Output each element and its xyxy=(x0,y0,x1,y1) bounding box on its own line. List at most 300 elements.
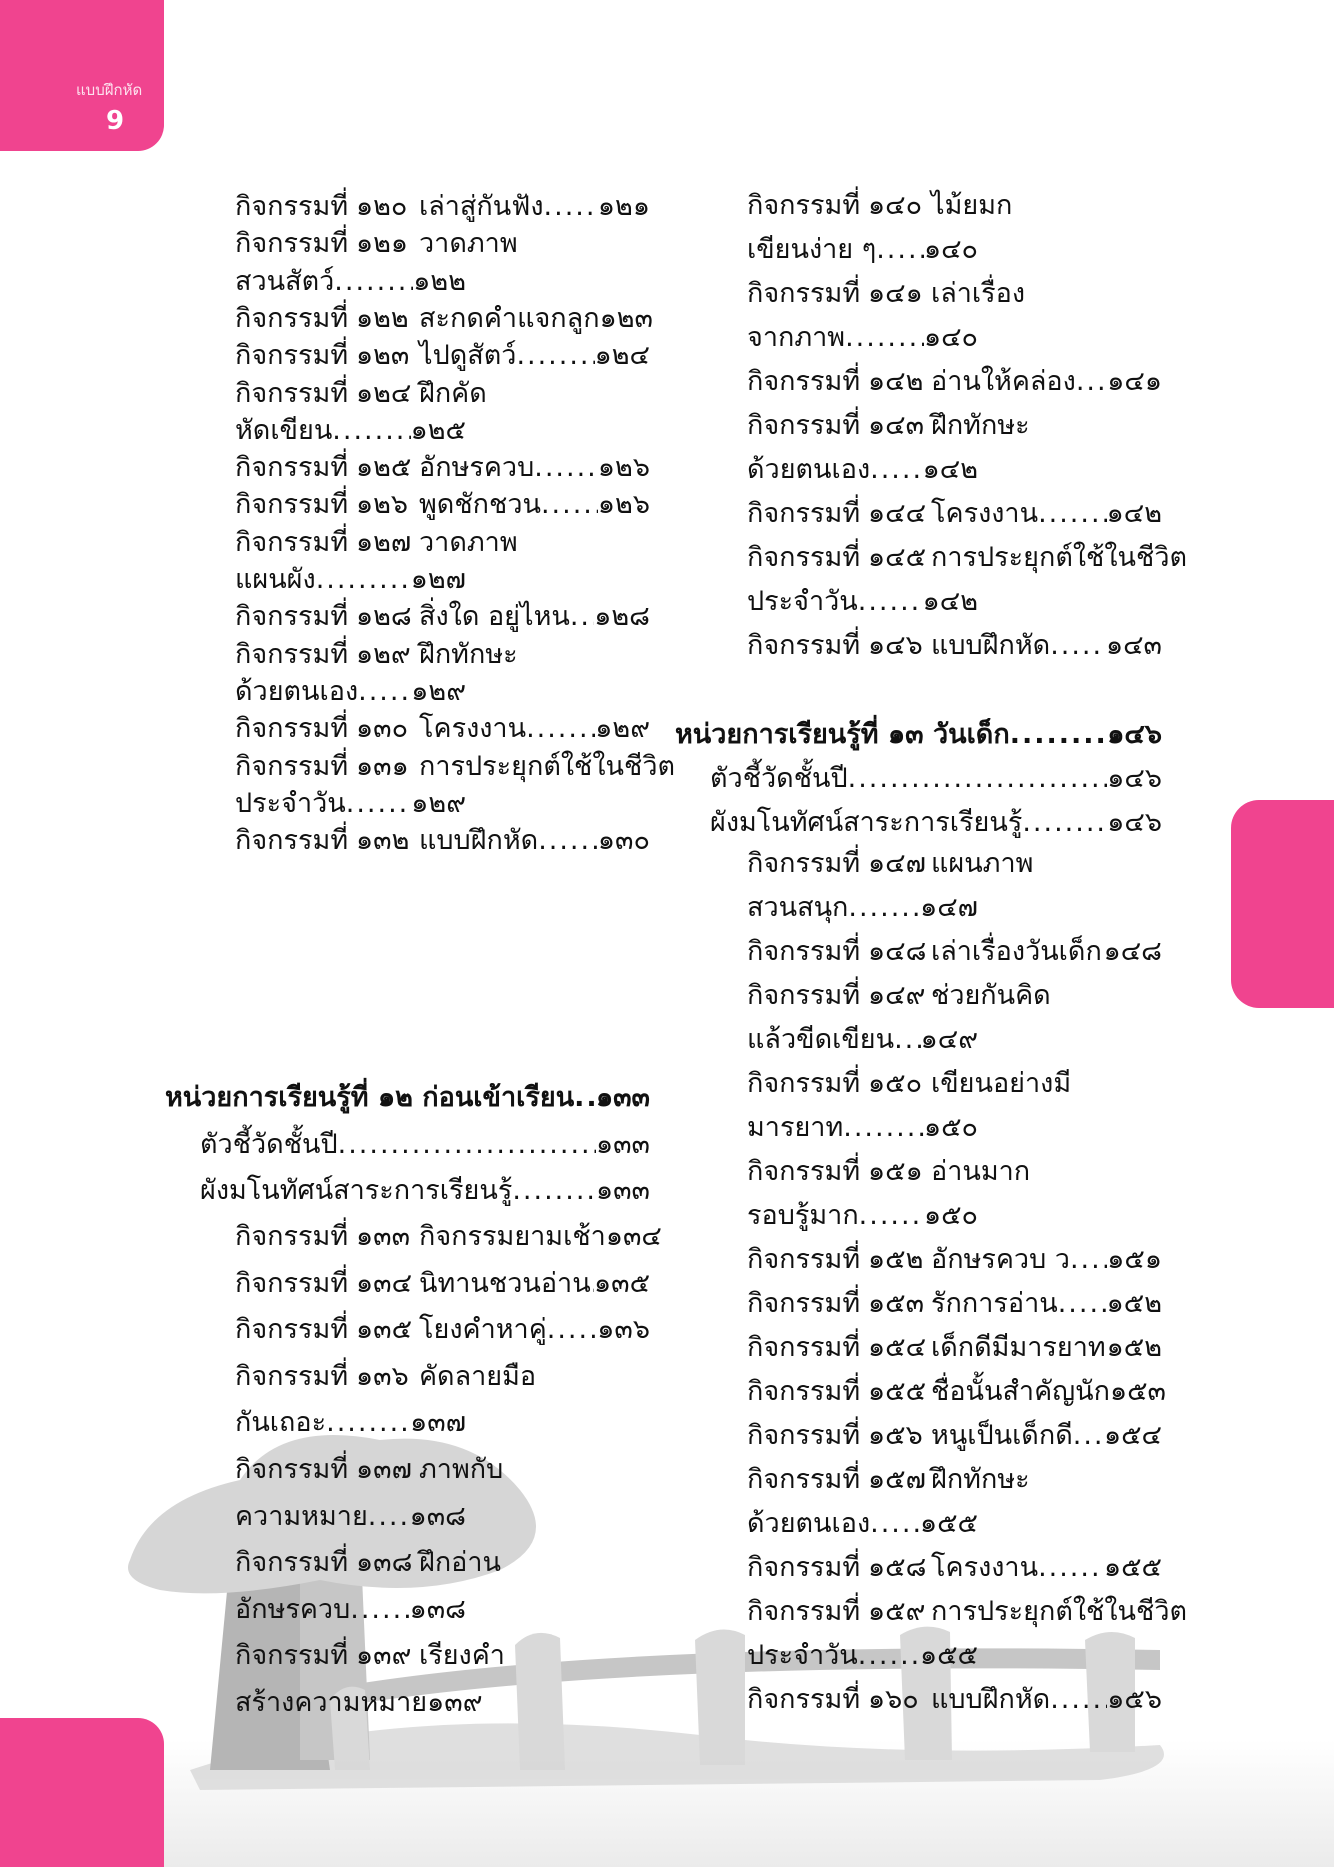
leader-dots xyxy=(338,1124,596,1166)
leader-dots xyxy=(574,1077,596,1119)
page-ref: ๑๓๓ xyxy=(595,1175,650,1206)
toc-entry xyxy=(235,1309,650,1351)
activity-number: ๑๓๙ xyxy=(356,1640,412,1672)
activity-title: แบบฝึกหัด xyxy=(931,1684,1051,1715)
toc-title-line xyxy=(419,484,650,526)
activity-number: ๑๒๙ xyxy=(356,638,411,670)
activity-number: ๑๕๗ xyxy=(868,1464,926,1495)
activity-number: ๑๓๕ xyxy=(356,1314,413,1346)
activity-number: ๑๔๐ xyxy=(868,190,923,221)
toc-title-line xyxy=(710,758,1162,800)
activity-title: อักษรควบ xyxy=(419,452,535,484)
activity-title: กันเถอะ xyxy=(235,1407,327,1439)
toc-title-line xyxy=(931,931,1162,973)
toc-title-line xyxy=(931,537,1188,579)
toc-entry xyxy=(747,887,1162,929)
toc-entry xyxy=(235,410,650,452)
activity-number: ๑๕๘ xyxy=(868,1552,927,1583)
activity-number: ๑๕๓ xyxy=(868,1288,925,1319)
leader-dots xyxy=(1050,625,1106,667)
leader-dots xyxy=(570,596,594,638)
unit-heading xyxy=(675,714,1162,756)
activity-number: ๑๔๓ xyxy=(868,410,925,441)
toc-entry xyxy=(747,405,1162,447)
leader-dots xyxy=(512,1170,596,1212)
activity-title: นิทานชวนอ่าน xyxy=(419,1267,591,1299)
activity-label: กิจกรรมที่ xyxy=(235,377,349,409)
toc-entry xyxy=(235,261,650,303)
toc-entry xyxy=(235,634,650,676)
leader-dots xyxy=(870,449,922,491)
toc-title-line xyxy=(235,410,466,452)
activity-number: ๑๖๐ xyxy=(868,1684,919,1715)
activity-label: กิจกรรมที่ xyxy=(747,1464,861,1495)
activity-title: ภาพกับ xyxy=(419,1454,504,1485)
activity-title: ฝึกทักษะ xyxy=(931,1464,1030,1495)
toc-entry xyxy=(235,1589,650,1631)
activity-title: แล้วขีดเขียน xyxy=(747,1024,895,1055)
toc-title-line xyxy=(931,1459,1162,1501)
activity-title: แผนภาพ xyxy=(931,848,1034,879)
activity-title: โครงงาน xyxy=(419,713,527,745)
toc-entry xyxy=(747,449,1162,491)
toc-entry xyxy=(235,373,650,415)
activity-label: กิจกรรมที่ xyxy=(747,1552,861,1583)
toc-entry xyxy=(747,581,1162,623)
toc-title-line xyxy=(419,596,650,638)
activity-title: สะกดคำแจกลูก xyxy=(419,302,600,334)
activity-label: กิจกรรมที่ xyxy=(747,498,861,529)
toc-title-line xyxy=(165,1077,650,1119)
activity-title: การประยุกต์ใช้ในชีวิต xyxy=(931,542,1188,573)
leader-dots xyxy=(1038,493,1107,535)
concept-map-line xyxy=(200,1170,650,1212)
toc-title-line xyxy=(235,1589,466,1631)
leader-dots xyxy=(316,559,411,601)
toc-entry xyxy=(747,1635,1162,1677)
toc-title-line xyxy=(747,317,978,359)
book-label: แบบฝึกหัด xyxy=(76,81,143,99)
toc-title-line xyxy=(931,843,1162,885)
toc-entry xyxy=(235,1682,650,1724)
toc-entry xyxy=(747,273,1162,315)
toc-title-line xyxy=(235,261,466,303)
activity-label: กิจกรรมที่ xyxy=(747,1332,861,1363)
page-ref: ๑๕๒ xyxy=(1106,1288,1162,1319)
page-number: 9 xyxy=(106,106,125,136)
toc-title-line xyxy=(931,405,1162,447)
activity-title: ความหมาย xyxy=(235,1500,368,1532)
activity-label: กิจกรรมที่ xyxy=(747,630,861,661)
activity-number: ๑๕๔ xyxy=(868,1332,927,1363)
page-ref: ๑๕๔ xyxy=(1103,1420,1162,1451)
page-ref: ๑๕๕ xyxy=(919,1508,978,1539)
page-ref: ๑๕๖ xyxy=(1107,1684,1162,1715)
toc-title-line xyxy=(931,273,1162,315)
activity-number: ๑๓๒ xyxy=(356,825,410,857)
activity-title: พูดชักชวน xyxy=(419,489,541,521)
activity-label: กิจกรรมที่ xyxy=(235,191,349,222)
toc-title-line xyxy=(200,1124,650,1166)
toc-entry xyxy=(747,1503,1162,1545)
leader-dots xyxy=(350,1589,409,1631)
toc-title-line xyxy=(419,1263,650,1305)
page-ref: ๑๓๗ xyxy=(410,1407,466,1439)
page-ref: ๑๔๒ xyxy=(1106,498,1162,529)
page-ref: ๑๓๘ xyxy=(409,1500,466,1532)
toc-entry xyxy=(747,843,1162,885)
toc-entry xyxy=(235,596,650,638)
leader-dots xyxy=(534,447,598,489)
activity-label: กิจกรรมที่ xyxy=(235,340,349,372)
leader-dots xyxy=(346,783,412,825)
page-ref: ๑๔๑ xyxy=(1107,366,1162,397)
activity-number: ๑๓๓ xyxy=(356,1221,411,1252)
leader-dots xyxy=(859,1195,924,1237)
toc-entry xyxy=(747,1371,1166,1413)
activity-label: กิจกรรมที่ xyxy=(235,601,349,633)
page-ref: ๑๒๖ xyxy=(597,452,650,484)
activity-title: อ่านมาก xyxy=(931,1156,1031,1187)
toc-entry xyxy=(235,522,650,564)
activity-number: ๑๓๑ xyxy=(356,750,409,782)
toc-title-line xyxy=(747,887,978,929)
activity-title: รักการอ่าน xyxy=(931,1288,1058,1319)
activity-label: กิจกรรมที่ xyxy=(235,750,349,782)
activity-label: กิจกรรมที่ xyxy=(235,302,349,334)
toc-title-line xyxy=(931,1063,1162,1105)
page-ref: ๑๕๑ xyxy=(1107,1244,1162,1275)
activity-label: กิจกรรมที่ xyxy=(235,1547,349,1579)
toc-title-line xyxy=(419,447,650,489)
activity-title: วาดภาพ xyxy=(419,526,518,558)
toc-title-line xyxy=(931,1415,1162,1457)
page-ref: ๑๒๘ xyxy=(594,601,650,633)
toc-entry xyxy=(235,559,650,601)
toc-title-line xyxy=(931,361,1162,403)
activity-label: กิจกรรมที่ xyxy=(747,1420,861,1451)
activity-title: กิจกรรมยามเช้า xyxy=(419,1221,606,1252)
leader-dots xyxy=(1073,1415,1104,1457)
toc-title-line xyxy=(747,1019,978,1061)
activity-label: กิจกรรมที่ xyxy=(235,638,349,670)
leader-dots xyxy=(326,1402,410,1444)
activity-title: ฝึกทักษะ xyxy=(931,410,1030,441)
activity-number: ๑๔๘ xyxy=(868,936,927,967)
activity-label: กิจกรรมที่ xyxy=(747,936,861,967)
toc-title-line xyxy=(200,1170,650,1212)
activity-title: การประยุกต์ใช้ในชีวิต xyxy=(931,1596,1188,1627)
toc-entry xyxy=(235,746,676,788)
activity-label: กิจกรรมที่ xyxy=(235,1221,349,1252)
toc-entry xyxy=(747,1195,1162,1237)
toc-entry xyxy=(235,708,650,750)
activity-number: ๑๔๑ xyxy=(868,278,923,309)
activity-label: กิจกรรมที่ xyxy=(747,1596,861,1627)
toc-entry xyxy=(747,1239,1162,1281)
activity-title: ด้วยตนเอง xyxy=(235,675,359,707)
activity-title: หนูเป็นเด็กดี xyxy=(931,1420,1073,1451)
page-ref: ๑๔๒ xyxy=(922,454,978,485)
page-ref: ๑๕๐ xyxy=(923,1112,978,1143)
toc-title-line xyxy=(419,1356,650,1398)
activity-title: ด้วยตนเอง xyxy=(747,454,871,485)
activity-number: ๑๔๔ xyxy=(868,498,927,529)
activity-title: ไม้ยมก xyxy=(931,190,1013,221)
toc-entry xyxy=(747,185,1162,227)
activity-title: ฝึกทักษะ xyxy=(419,638,518,670)
page-ref: ๑๕๓ xyxy=(1109,1376,1166,1407)
activity-title: แผนผัง xyxy=(235,564,316,595)
activity-title: อักษรควบ ว xyxy=(931,1244,1070,1275)
activity-label: กิจกรรมที่ xyxy=(235,825,349,857)
activity-title: หัดเขียน xyxy=(235,414,333,446)
toc-title-line xyxy=(419,186,650,228)
activity-title: สวนสนุก xyxy=(747,892,849,923)
page-ref: ๑๓๘ xyxy=(409,1593,466,1625)
activity-title: คัดลายมือ xyxy=(419,1360,537,1392)
toc-title-line xyxy=(419,373,650,415)
page-ref: ๑๔๖ xyxy=(1107,807,1162,838)
indicator-line-text: ตัวชี้วัดชั้นปี xyxy=(200,1129,338,1160)
activity-number: ๑๒๖ xyxy=(356,489,409,521)
toc-title-line xyxy=(235,559,466,601)
activity-label: กิจกรรมที่ xyxy=(235,1360,349,1392)
page-ref: ๑๔๘ xyxy=(1103,936,1162,967)
activity-number: ๑๒๕ xyxy=(356,452,412,484)
leader-dots xyxy=(358,671,411,713)
activity-title: โครงงาน xyxy=(931,498,1039,529)
toc-entry xyxy=(235,298,653,340)
leader-dots xyxy=(848,758,1108,800)
toc-title-line xyxy=(747,1503,978,1545)
page-ref: ๑๕๕ xyxy=(919,1640,978,1671)
toc-title-line xyxy=(235,671,466,713)
activity-title: ฝึกอ่าน xyxy=(419,1547,502,1579)
page-ref: ๑๕๕ xyxy=(1103,1552,1162,1583)
leader-dots xyxy=(894,1019,921,1061)
leader-dots xyxy=(1050,1679,1107,1721)
activity-label: กิจกรรมที่ xyxy=(747,410,861,441)
toc-title-line xyxy=(675,714,1162,756)
toc-title-line xyxy=(931,1283,1162,1325)
toc-title-line xyxy=(419,298,653,340)
page-ref: ๑๓๙ xyxy=(427,1687,483,1718)
toc-title-line xyxy=(419,1216,662,1258)
toc-title-line xyxy=(710,802,1162,844)
activity-number: ๑๕๐ xyxy=(868,1068,923,1099)
page-ref: ๑๔๗ xyxy=(920,892,978,923)
toc-title-line xyxy=(747,1635,978,1677)
activity-label: กิจกรรมที่ xyxy=(747,1684,861,1715)
page-ref: ๑๒๖ xyxy=(597,489,650,521)
page-ref: ๑๒๕ xyxy=(410,414,466,446)
leader-dots xyxy=(538,820,598,862)
activity-label: กิจกรรมที่ xyxy=(747,1376,861,1407)
activity-number: ๑๓๖ xyxy=(356,1360,409,1392)
leader-dots xyxy=(848,887,920,929)
activity-title: รอบรู้มาก xyxy=(747,1200,859,1231)
activity-title: อักษรควบ xyxy=(235,1593,351,1625)
activity-title: สวนสัตว์ xyxy=(235,265,335,297)
toc-title-line xyxy=(419,1542,650,1584)
toc-entry xyxy=(747,1591,1188,1633)
toc-entry xyxy=(235,447,650,489)
activity-title: โครงงาน xyxy=(931,1552,1039,1583)
activity-title: ประจำวัน xyxy=(747,1640,858,1671)
toc-entry xyxy=(747,1459,1162,1501)
toc-title-line xyxy=(419,820,650,862)
toc-entry xyxy=(235,1402,650,1444)
page-ref: ๑๔๓ xyxy=(1105,630,1162,661)
indicator-line xyxy=(710,758,1162,800)
activity-title: ประจำวัน xyxy=(747,586,858,617)
activity-label: กิจกรรมที่ xyxy=(235,1640,349,1672)
toc-entry xyxy=(747,1019,1162,1061)
activity-label: กิจกรรมที่ xyxy=(747,366,861,397)
toc-title-line xyxy=(747,229,978,271)
page-ref: ๑๔๖ xyxy=(1107,763,1162,794)
toc-title-line xyxy=(747,1195,978,1237)
toc-title-line xyxy=(931,1547,1162,1589)
activity-title: ไปดูสัตว์ xyxy=(419,340,517,372)
toc-entry xyxy=(747,1151,1162,1193)
toc-title-line xyxy=(931,1151,1162,1193)
activity-title: ช่วยกันคิด xyxy=(931,980,1051,1011)
leader-dots xyxy=(1070,1239,1107,1281)
toc-title-line xyxy=(235,1682,483,1724)
toc-title-line xyxy=(931,1371,1166,1413)
unit-heading xyxy=(165,1077,650,1119)
activity-label: กิจกรรมที่ xyxy=(747,980,861,1011)
toc-title-line xyxy=(747,581,978,623)
activity-number: ๑๕๖ xyxy=(868,1420,923,1451)
toc-entry xyxy=(235,671,650,713)
toc-entry xyxy=(235,1635,650,1677)
activity-number: ๑๔๗ xyxy=(868,848,926,879)
toc-title-line xyxy=(931,1327,1162,1369)
leader-dots xyxy=(858,1635,920,1677)
toc-title-line xyxy=(419,335,650,377)
toc-title-line xyxy=(419,634,650,676)
page-ref: ๑๓๖ xyxy=(597,1314,650,1346)
activity-label: กิจกรรมที่ xyxy=(235,526,349,558)
toc-entry xyxy=(747,1327,1162,1369)
activity-title: แบบฝึกหัด xyxy=(419,825,539,857)
toc-entry xyxy=(235,1263,650,1305)
toc-title-line xyxy=(931,493,1162,535)
page-ref: ๑๕๐ xyxy=(923,1200,978,1231)
toc-entry xyxy=(235,484,650,526)
activity-title: เรียงคำ xyxy=(419,1640,505,1672)
activity-title: เล่าสู่กันฟัง xyxy=(419,191,544,222)
toc-title-line xyxy=(747,449,978,491)
toc-entry xyxy=(235,1216,662,1258)
activity-label: กิจกรรมที่ xyxy=(235,713,349,745)
toc-entry xyxy=(747,1063,1162,1105)
leader-dots xyxy=(1058,1283,1107,1325)
leader-dots xyxy=(516,335,594,377)
toc-entry xyxy=(747,975,1162,1017)
toc-entry xyxy=(235,820,650,862)
toc-title-line xyxy=(931,1239,1162,1281)
activity-label: กิจกรรมที่ xyxy=(747,190,861,221)
leader-dots xyxy=(1010,714,1108,756)
leader-dots xyxy=(845,317,924,359)
toc-entry xyxy=(235,186,650,228)
toc-title-line xyxy=(419,522,650,564)
toc-title-line xyxy=(419,708,650,750)
activity-number: ๑๕๙ xyxy=(868,1596,926,1627)
toc-title-line xyxy=(419,1635,650,1677)
toc-entry xyxy=(235,335,650,377)
activity-label: กิจกรรมที่ xyxy=(235,228,349,260)
page-ref: ๑๒๙ xyxy=(595,713,650,745)
activity-label: กิจกรรมที่ xyxy=(747,1288,861,1319)
activity-number: ๑๓๘ xyxy=(356,1547,413,1579)
toc-entry xyxy=(235,1449,650,1491)
page-ref: ๑๒๙ xyxy=(411,675,466,707)
activity-label: กิจกรรมที่ xyxy=(747,1068,861,1099)
page-ref: ๑๓๐ xyxy=(597,825,650,857)
activity-title: ประจำวัน xyxy=(235,787,346,819)
toc-entry xyxy=(235,783,650,825)
activity-title: เขียนง่าย ๆ xyxy=(747,234,877,265)
activity-number: ๑๔๕ xyxy=(868,542,927,573)
toc-title-line xyxy=(235,1496,466,1538)
page-ref: ๑๔๖ xyxy=(1107,719,1162,750)
activity-title: เล่าเรื่อง xyxy=(931,278,1026,309)
activity-title: โยงคำหาคู่ xyxy=(419,1314,547,1346)
activity-number: ๑๒๘ xyxy=(356,601,412,633)
toc-entry xyxy=(747,317,1162,359)
activity-number: ๑๒๓ xyxy=(356,340,410,372)
page-ref: ๑๔๐ xyxy=(923,234,978,265)
activity-title: วาดภาพ xyxy=(419,228,518,260)
page-ref: ๑๔๙ xyxy=(920,1024,978,1055)
activity-title: ชื่อนั้นสำคัญนัก xyxy=(931,1376,1110,1407)
leader-dots xyxy=(526,708,595,750)
leader-dots xyxy=(1022,802,1107,844)
toc-entry xyxy=(747,1283,1162,1325)
leader-dots xyxy=(843,1107,924,1149)
activity-title: ฝึกคัด xyxy=(419,377,487,409)
toc-entry xyxy=(747,537,1188,579)
activity-number: ๑๒๒ xyxy=(356,302,409,334)
toc-title-line xyxy=(931,1679,1162,1721)
leader-dots xyxy=(547,1309,598,1351)
unit-heading-text: หน่วยการเรียนรู้ที่ ๑๓ วันเด็ก xyxy=(675,719,1010,750)
leader-dots xyxy=(334,261,413,303)
toc-entry xyxy=(235,1356,650,1398)
toc-entry xyxy=(747,1547,1162,1589)
toc-entry xyxy=(235,1542,650,1584)
page-ref: ๑๒๑ xyxy=(597,191,650,222)
activity-number: ๑๒๗ xyxy=(356,526,412,558)
leader-dots xyxy=(870,1503,920,1545)
toc-entry xyxy=(747,931,1162,973)
activity-title: เขียนอย่างมี xyxy=(931,1068,1072,1099)
activity-title: เล่าเรื่องวันเด็ก xyxy=(931,936,1102,967)
indicator-line-text: ตัวชี้วัดชั้นปี xyxy=(710,763,848,794)
toc-title-line xyxy=(419,1449,650,1491)
activity-label: กิจกรรมที่ xyxy=(235,1314,349,1346)
activity-number: ๑๓๗ xyxy=(356,1454,412,1485)
toc-entry xyxy=(747,1679,1162,1721)
activity-label: กิจกรรมที่ xyxy=(747,542,861,573)
activity-number: ๑๔๙ xyxy=(868,980,926,1011)
leader-dots xyxy=(541,484,598,526)
